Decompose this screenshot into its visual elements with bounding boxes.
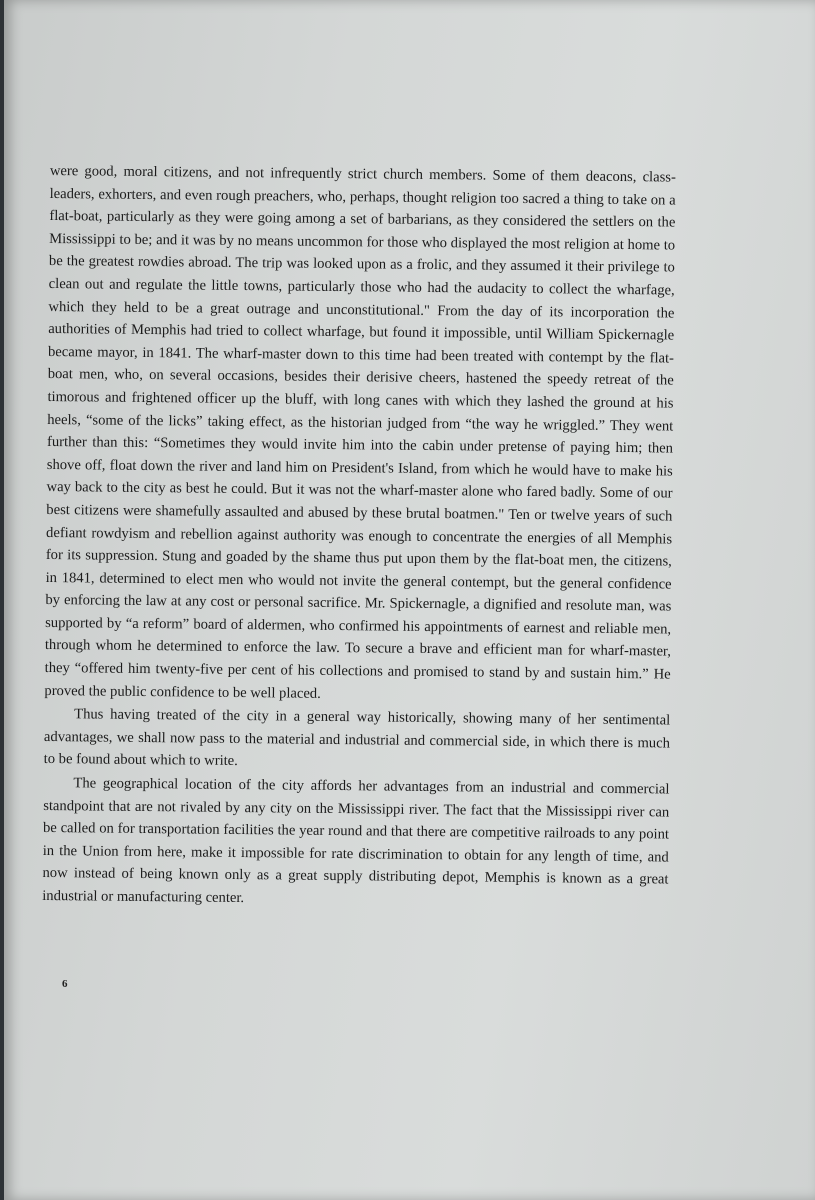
paragraph-transition: Thus having treated of the city in a general way historically, showing many of her sentimental advantages, we shall now pass to the material and industrial and commercial side, in which there is much to be found about which to write. xyxy=(43,706,671,770)
paragraph-geography: The geographical location of the city affords her advantages from an industrial and commercial standpoint that are not rivaled by any city on the Mississippi river. The fact that the Mississippi river can be called on for transportation facilities the year round and that there are competitive railroads to any point in the Union from here, make it impossible for rate discrimination to obtain for any length of time, and now instead of being known only as a great supply distributing depot, Memphis is known as a great industrial or manufacturing center. xyxy=(42,775,670,907)
book-page xyxy=(4,0,815,1200)
page-number: 6 xyxy=(62,978,68,990)
paragraph-continued: were good, moral citizens, and not infrequently strict church members. Some of them deacons, class-leaders, exhorters, and even rough preachers, who, perhaps, thought religion too sacred a thing to take on a flat-boat, particularly as they were going among a set of barbarians, as they considered the settlers on the Mississippi to be; and it was by no means uncommon for those who displayed the most religion at home to be the greatest rowdies abroad. The trip was looked upon as a frolic, and they assumed it their privilege to clean out and regulate the little towns, particularly those who had the audacity to collect the wharfage, which they held to be a great outrage and unconstitutional." From the day of its incorporation the authorities of Memphis had tried to collect wharfage, but found it impossible, until William Spickernagle became mayor, in 1841. The wharf-master down to this time had been treated with contempt by the flat-boat men, who, on several occasions, besides their derisive cheers, hastened the speedy retreat of the timorous and frightened officer up the bluff, with long canes with which they lashed the ground at his heels, “some of the licks” taking effect, as the historian judged from “the way he wriggled.” They went further than this: “Sometimes they would invite him into the cabin under pretense of paying him; then shove off, float down the river and land him on President's Island, from which he would have to make his way back to the city as best he could. But it was not the wharf-master alone who fared badly. Some of our best citizens were shamefully assaulted and abused by these brutal boatmen." Ten or twelve years of such defiant rowdyism and rebellion against authority was enough to concentrate the energies of all Memphis for its suppression. Stung and goaded by the shame thus put upon them by the flat-boat men, the citizens, in 1841, determined to elect men who would not invite the general contempt, but the general confidence by enforcing the law at any cost or personal sacrifice. Mr. Spickernagle, a dignified and resolute man, was supported by “a reform” board of aldermen, who confirmed his appointments of earnest and reliable men, through whom he determined to enforce the law. To secure a brave and efficient man for wharf-master, they “offered him twenty-five per cent of his collections and promised to stand by and sustain him.” He proved the public confidence to be well placed. xyxy=(44,162,676,702)
body-text xyxy=(42,160,676,914)
